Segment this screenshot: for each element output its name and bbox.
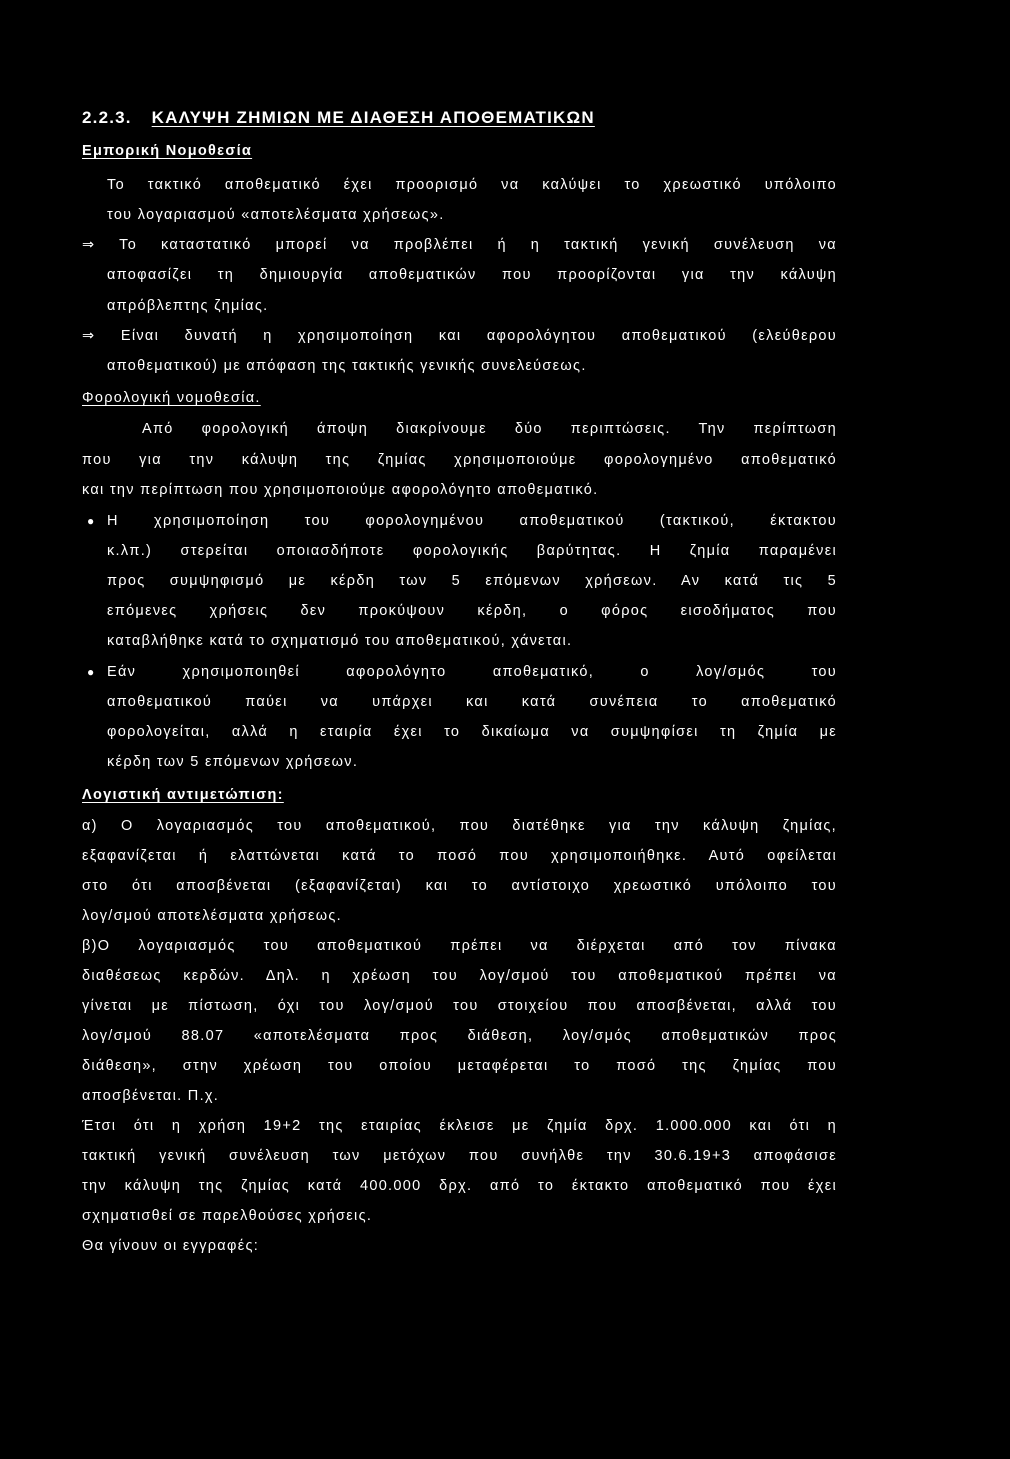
bullet2-line: κέρδη των 5 επόμενων χρήσεων.: [107, 754, 359, 770]
accounting-line: Έτσι ότι η χρήση 19+2 της εταιρίας έκλεισε με ζημία δρχ. 1.000.000 και ότι η: [82, 1118, 837, 1134]
commercial-arrow-line: ⇒ Είναι δυνατή η χρησιμοποίηση και αφορολόγητου αποθεματικού (ελεύθερου: [82, 328, 837, 344]
accounting-line: β)Ο λογαριασμός του αποθεματικού πρέπει να διέρχεται από τον πίνακα: [82, 938, 837, 954]
accounting-line: Θα γίνουν οι εγγραφές:: [82, 1238, 260, 1254]
tax-intro-line: Από φορολογική άποψη διακρίνουμε δύο περιπτώσεις. Την περίπτωση: [142, 421, 837, 437]
accounting-line: σχηματισθεί σε παρελθούσες χρήσεις.: [82, 1208, 373, 1224]
bullet-icon: ●: [87, 514, 96, 528]
accounting-line: λογ/σμού αποτελέσματα χρήσεως.: [82, 908, 342, 924]
section-title: ΚΑΛΥΨΗ ΖΗΜΙΩΝ ΜΕ ΔΙΑΘΕΣΗ ΑΠΟΘΕΜΑΤΙΚΩΝ: [151, 108, 595, 127]
accounting-line: στο ότι αποσβένεται (εξαφανίζεται) και το αντίστοιχο χρεωστικό υπόλοιπο του: [82, 878, 837, 894]
commercial-line: του λογαριασμού «αποτελέσματα χρήσεως».: [107, 207, 445, 223]
bullet2-line: αποθεματικού παύει να υπάρχει και κατά συνέπεια το αποθεματικό: [107, 694, 837, 710]
accounting-line: λογ/σμού 88.07 «αποτελέσματα προς διάθεση, λογ/σμός αποθεματικών προς: [82, 1028, 837, 1044]
accounting-line: διάθεση», στην χρέωση του οποίου μεταφέρεται το ποσό της ζημίας που: [82, 1058, 837, 1074]
commercial-line: αποθεματικού) με απόφαση της τακτικής γενικής συνελεύσεως.: [107, 358, 587, 374]
accounting-line: α) Ο λογαριασμός του αποθεματικού, που διατέθηκε για την κάλυψη ζημίας,: [82, 818, 837, 834]
tax-intro-line: που για την κάλυψη της ζημίας χρησιμοποιούμε φορολογημένο αποθεματικό: [82, 452, 837, 468]
bullet-icon: ●: [87, 665, 96, 679]
bullet1-line: επόμενες χρήσεις δεν προκύψουν κέρδη, ο φόρος εισοδήματος που: [107, 603, 837, 619]
bullet1-line: κ.λπ.) στερείται οποιασδήποτε φορολογικής βαρύτητας. Η ζημία παραμένει: [107, 543, 837, 559]
commercial-line: αποφασίζει τη δημιουργία αποθεματικών που προορίζονται για την κάλυψη: [107, 267, 837, 283]
bullet2-line: Εάν χρησιμοποιηθεί αφορολόγητο αποθεματικό, ο λογ/σμός του: [107, 664, 837, 680]
commercial-line: απρόβλεπτης ζημίας.: [107, 298, 269, 314]
accounting-line: γίνεται με πίστωση, όχι του λογ/σμού του στοιχείου που αποσβένεται, αλλά του: [82, 998, 837, 1014]
commercial-arrow-line: ⇒ Το καταστατικό μπορεί να προβλέπει ή η τακτική γενική συνέλευση να: [82, 237, 837, 253]
bullet1-line: προς συμψηφισμό με κέρδη των 5 επόμενων χρήσεων. Αν κατά τις 5: [107, 573, 837, 589]
section-number: 2.2.3.: [82, 108, 132, 127]
commercial-law-heading: Εμπορική Νομοθεσία: [82, 143, 253, 159]
accounting-line: εξαφανίζεται ή ελαττώνεται κατά το ποσό που χρησιμοποιήθηκε. Αυτό οφείλεται: [82, 848, 837, 864]
accounting-heading: Λογιστική αντιμετώπιση:: [82, 787, 284, 803]
accounting-line: την κάλυψη της ζημίας κατά 400.000 δρχ. από το έκτακτο αποθεματικό που έχει: [82, 1178, 837, 1194]
accounting-line: διαθέσεως κερδών. Δηλ. η χρέωση του λογ/σμού του αποθεματικού πρέπει να: [82, 968, 837, 984]
tax-intro-line: και την περίπτωση που χρησιμοποιούμε αφορολόγητο αποθεματικό.: [82, 482, 599, 498]
bullet1-line: Η χρησιμοποίηση του φορολογημένου αποθεματικού (τακτικού, έκτακτου: [107, 513, 837, 529]
accounting-line: αποσβένεται. Π.χ.: [82, 1088, 220, 1104]
section-heading: [82, 108, 595, 128]
bullet1-line: καταβλήθηκε κατά το σχηματισμό του αποθεματικού, χάνεται.: [107, 633, 573, 649]
commercial-line: Το τακτικό αποθεματικό έχει προορισμό να καλύψει το χρεωστικό υπόλοιπο: [107, 177, 837, 193]
bullet2-line: φορολογείται, αλλά η εταιρία έχει το δικαίωμα να συμψηφίσει τη ζημία με: [107, 724, 837, 740]
tax-law-heading: Φορολογική νομοθεσία.: [82, 390, 261, 406]
accounting-line: τακτική γενική συνέλευση των μετόχων που συνήλθε την 30.6.19+3 αποφάσισε: [82, 1148, 837, 1164]
